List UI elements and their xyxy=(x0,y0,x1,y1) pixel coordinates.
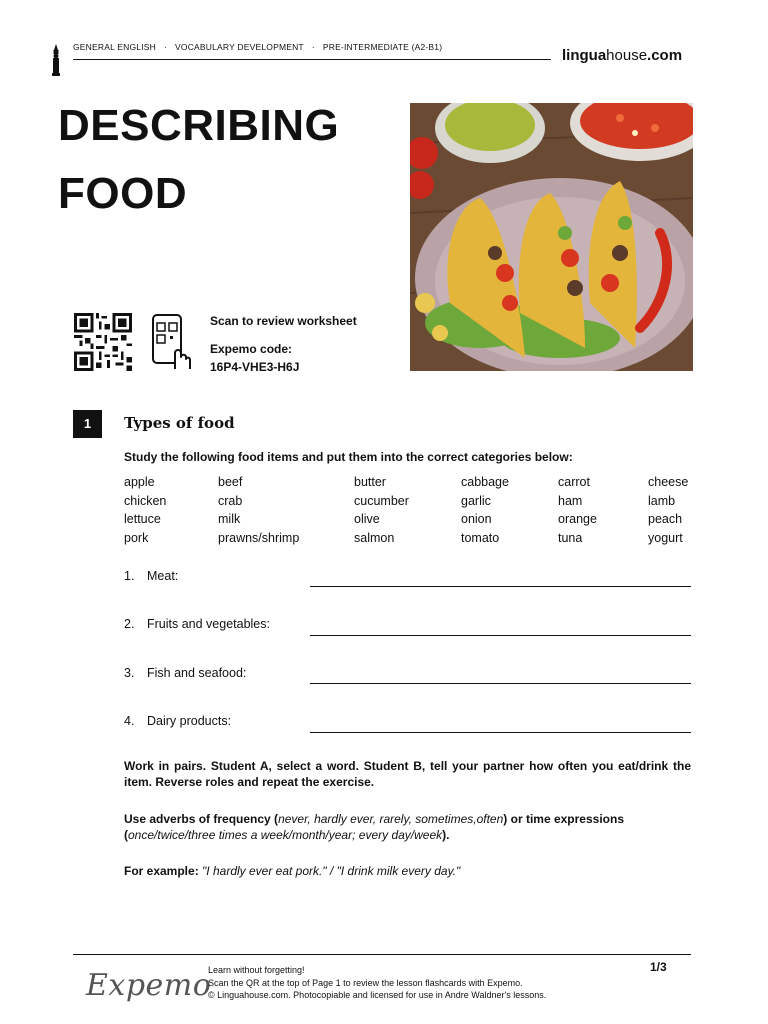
title-line-2: FOOD xyxy=(58,169,188,218)
example-line xyxy=(124,863,691,879)
exercise-instruction: Study the following food items and put them into the correct categories below: xyxy=(124,450,573,464)
expemo-logo: Expemo xyxy=(86,968,212,1003)
category-number: 4. xyxy=(124,714,135,728)
answer-line-fruits-vegetables[interactable] xyxy=(310,635,691,636)
breadcrumb xyxy=(73,42,442,52)
word-item: prawns/shrimp xyxy=(218,530,300,545)
answer-line-fish-seafood[interactable] xyxy=(310,683,691,684)
page-number: 1/3 xyxy=(650,960,667,974)
word-item: chicken xyxy=(124,493,167,508)
expemo-code-value: 16P4-VHE3-H6J xyxy=(210,360,300,374)
word-item: lettuce xyxy=(124,512,161,526)
example-text: "I hardly ever eat pork." / "I drink milk every day." xyxy=(202,864,461,878)
answer-line-dairy[interactable] xyxy=(310,732,691,733)
qr-code-icon xyxy=(73,313,133,371)
brand-tld: .com xyxy=(647,47,683,64)
adverbs-mid: ) or time expressions xyxy=(503,812,624,826)
word-row xyxy=(124,531,694,550)
time-open: ( xyxy=(124,828,128,842)
category-dairy xyxy=(124,714,231,728)
category-label: Fruits and vegetables: xyxy=(147,617,270,631)
category-label: Fish and seafood: xyxy=(147,666,247,680)
word-item: carrot xyxy=(558,475,590,489)
word-row xyxy=(124,475,694,494)
example-label: For example: xyxy=(124,864,199,878)
category-label: Dairy products: xyxy=(147,714,232,728)
category-number: 1. xyxy=(124,569,135,583)
footer-divider xyxy=(73,954,691,955)
section-title: Types of food xyxy=(124,414,235,432)
word-item: pork xyxy=(124,530,149,545)
category-fish-seafood xyxy=(124,666,246,680)
brand-rest: house xyxy=(606,47,648,64)
word-item: salmon xyxy=(354,530,395,545)
word-item: lamb xyxy=(648,493,676,508)
adverbs-list: never, hardly ever, rarely, sometimes,often xyxy=(278,812,504,826)
section-number: 1 xyxy=(73,410,102,438)
breadcrumb-separator: · xyxy=(164,42,168,52)
word-row xyxy=(124,494,694,513)
word-item: crab xyxy=(218,493,243,508)
word-item: cabbage xyxy=(461,475,509,489)
breadcrumb-level: PRE-INTERMEDIATE (A2-B1) xyxy=(322,42,443,52)
pair-work-instruction: Work in pairs. Student A, select a word. Student B, tell your partner how often you eat/drink the item. Reverse roles and repeat the exercise. xyxy=(124,759,691,789)
word-item: beef xyxy=(218,475,243,489)
word-item: apple xyxy=(124,475,155,489)
header-divider xyxy=(73,59,551,60)
answer-line-meat[interactable] xyxy=(310,586,691,587)
word-item: yogurt xyxy=(648,530,683,545)
word-item: peach xyxy=(648,512,683,526)
word-item: tuna xyxy=(558,530,583,545)
word-item: tomato xyxy=(461,530,500,545)
time-close: ). xyxy=(442,828,450,842)
breadcrumb-separator: · xyxy=(311,42,315,52)
category-fruits-vegetables xyxy=(124,617,270,631)
footer-text xyxy=(208,964,546,1002)
word-item: cheese xyxy=(648,475,689,489)
phone-scan-icon xyxy=(151,313,191,371)
word-item: milk xyxy=(218,512,241,526)
tacos-photo xyxy=(410,103,693,371)
breadcrumb-topic: VOCABULARY DEVELOPMENT xyxy=(175,42,304,52)
category-meat xyxy=(124,569,178,583)
word-item: cucumber xyxy=(354,493,409,508)
category-number: 2. xyxy=(124,617,135,631)
word-row xyxy=(124,512,694,531)
footer-line-1: Learn without forgetting! xyxy=(208,965,305,975)
footer-line-2: Scan the QR at the top of Page 1 to review the lesson flashcards with Expemo. xyxy=(208,977,523,988)
word-item: butter xyxy=(354,475,386,489)
brand-bold: lingua xyxy=(562,47,607,64)
page-title xyxy=(58,92,339,228)
adverbs-lead: Use adverbs of frequency ( xyxy=(124,812,279,826)
word-item: ham xyxy=(558,493,583,508)
word-item: olive xyxy=(354,512,380,526)
word-item: garlic xyxy=(461,493,491,508)
brand-logo xyxy=(562,47,682,64)
scan-instruction: Scan to review worksheet xyxy=(210,314,357,328)
category-label: Meat: xyxy=(147,569,179,583)
tower-icon xyxy=(50,44,62,76)
title-line-1: DESCRIBING xyxy=(58,101,340,150)
word-bank xyxy=(124,475,694,549)
category-number: 3. xyxy=(124,666,135,680)
adverbs-instruction xyxy=(124,811,691,843)
word-item: onion xyxy=(461,512,492,526)
time-expressions: once/twice/three times a week/month/year; every day/week xyxy=(128,828,443,842)
breadcrumb-course: GENERAL ENGLISH xyxy=(73,42,156,52)
expemo-code-label: Expemo code: xyxy=(210,342,293,356)
word-item: orange xyxy=(558,512,597,526)
footer-line-3: © Linguahouse.com. Photocopiable and licensed for use in Andre Waldner's lessons. xyxy=(208,990,547,1000)
